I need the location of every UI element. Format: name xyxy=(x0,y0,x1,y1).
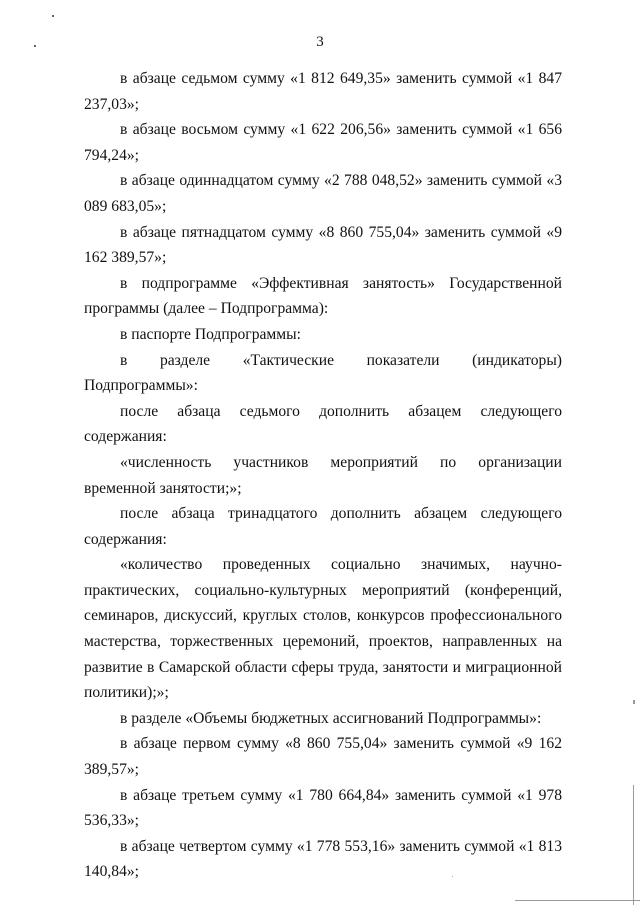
paragraph: в разделе «Тактические показатели (индикаторы) Подпрограммы»: xyxy=(84,351,562,395)
paragraph: в разделе «Объемы бюджетных ассигнований Подпрограммы»: xyxy=(120,709,542,727)
paragraph: «численность участников мероприятий по организации временной занятости;»; xyxy=(84,453,562,497)
paragraph: в абзаце одиннадцатом сумму «2 788 048,52» заменить суммой «3 089 683,05»; xyxy=(84,172,562,215)
paragraph: в абзаце первом сумму «8 860 755,04» заменить суммой «9 162 389,57»; xyxy=(84,735,562,779)
scan-edge-line xyxy=(633,785,634,905)
paragraph: «количество проведенных социально значимых, научно-практических, социально-культурных мероприятий (конференций, семинаров, дискуссий, круглых столов, конкурсов профессионального мастерства, торжественных церемоний, проектов, направленных на развитие в Самарской области сферы труда, занятости и миграционной политики);»; xyxy=(84,556,562,702)
page-number: 3 xyxy=(316,34,324,50)
scan-speck xyxy=(52,15,54,17)
document-body xyxy=(84,66,562,885)
paragraph: в абзаце третьем сумму «1 780 664,84» заменить суммой «1 978 536,33»; xyxy=(84,786,562,830)
paragraph: в абзаце пятнадцатом сумму «8 860 755,04» заменить суммой «9 162 389,57»; xyxy=(84,223,562,267)
paragraph: в абзаце восьмом сумму «1 622 206,56» заменить суммой «1 656 794,24»; xyxy=(84,121,562,164)
scan-edge-line xyxy=(515,900,640,901)
paragraph: после абзаца тринадцатого дополнить абзацем следующего содержания: xyxy=(84,505,562,548)
paragraph: в паспорте Подпрограммы: xyxy=(120,325,301,343)
paragraph: в подпрограмме «Эффективная занятость» Государственной программы (далее – Подпрограмма): xyxy=(84,274,562,318)
paragraph: в абзаце четвертом сумму «1 778 553,16» заменить суммой «1 813 140,84»; xyxy=(84,837,562,881)
paragraph: после абзаца седьмого дополнить абзацем следующего содержания: xyxy=(84,402,562,446)
paragraph: в абзаце седьмом сумму «1 812 649,35» заменить суммой «1 847 237,03»; xyxy=(84,70,562,113)
scan-edge-mark xyxy=(633,700,635,704)
